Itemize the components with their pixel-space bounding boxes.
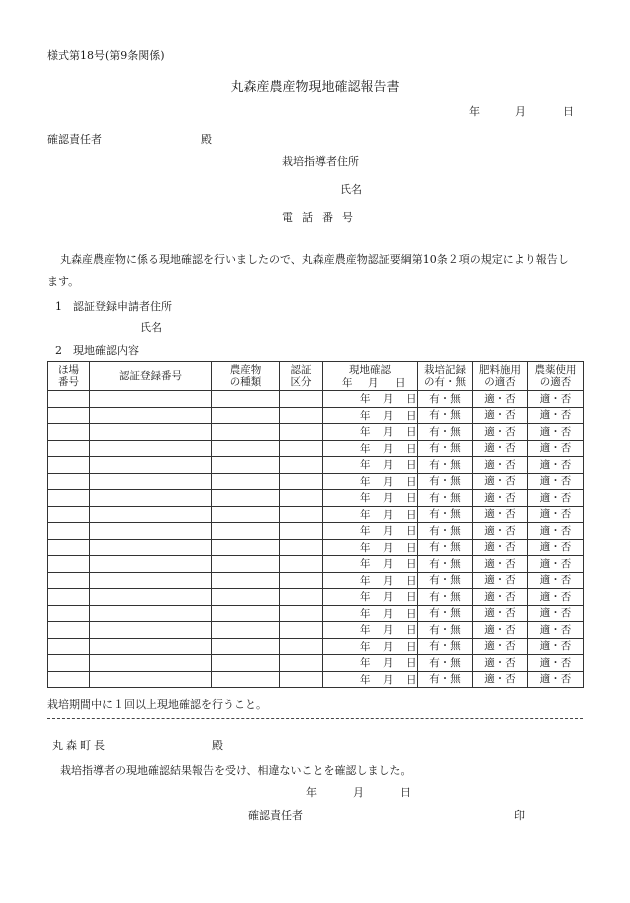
field-number-cell[interactable]: [48, 506, 90, 523]
cultivation-record-cell[interactable]: 有・無: [418, 457, 473, 474]
check-date-cell[interactable]: [323, 523, 418, 540]
crop-type-cell[interactable]: [212, 556, 280, 573]
crop-type-cell[interactable]: [212, 572, 280, 589]
field-number-cell[interactable]: [48, 638, 90, 655]
check-date-day-label: 日: [406, 624, 417, 636]
check-date-cell[interactable]: [323, 407, 418, 424]
cert-category-cell[interactable]: [280, 407, 323, 424]
table-row: [48, 622, 584, 639]
check-date-cell[interactable]: [323, 589, 418, 606]
check-date-year-label: 年: [360, 541, 371, 554]
check-date-month-label: 月: [383, 508, 394, 521]
table-row: [48, 424, 584, 441]
header-cert-number: 認証登録番号: [90, 362, 212, 391]
fertilizer-cell[interactable]: 適・否: [473, 523, 528, 540]
pesticide-cell[interactable]: 適・否: [528, 556, 584, 573]
crop-type-cell[interactable]: [212, 473, 280, 490]
check-date-day-label: 日: [406, 492, 417, 504]
check-date-month-label: 月: [383, 409, 394, 422]
field-number-cell[interactable]: [48, 556, 90, 573]
header-cert-category: 認証 区分: [280, 362, 323, 391]
cut-line-divider: [47, 718, 583, 719]
fertilizer-cell[interactable]: 適・否: [473, 622, 528, 639]
date-month-label: 月: [515, 105, 526, 118]
check-date-day-label: 日: [406, 591, 417, 603]
fertilizer-cell[interactable]: 適・否: [473, 671, 528, 688]
crop-type-cell[interactable]: [212, 490, 280, 507]
fertilizer-cell[interactable]: 適・否: [473, 391, 528, 408]
cert-number-cell[interactable]: [90, 473, 212, 490]
field-number-cell[interactable]: [48, 440, 90, 457]
check-date-year-label: 年: [360, 393, 371, 405]
field-number-cell[interactable]: [48, 424, 90, 441]
cert-number-cell[interactable]: [90, 671, 212, 688]
field-number-cell[interactable]: [48, 572, 90, 589]
header-field-number: ほ場 番号: [48, 362, 90, 391]
table-row: [48, 440, 584, 457]
cert-category-cell[interactable]: [280, 638, 323, 655]
crop-type-cell[interactable]: [212, 407, 280, 424]
pesticide-cell[interactable]: 適・否: [528, 391, 584, 408]
check-date-day-label: 日: [406, 393, 417, 405]
cultivation-record-cell[interactable]: 有・無: [418, 622, 473, 639]
field-number-cell[interactable]: [48, 539, 90, 556]
check-date-month-label: 月: [383, 591, 394, 603]
date-day-label: 日: [563, 105, 574, 118]
table-row: [48, 391, 584, 408]
fertilizer-cell[interactable]: 適・否: [473, 655, 528, 672]
cert-category-cell[interactable]: [280, 424, 323, 441]
field-number-cell[interactable]: [48, 622, 90, 639]
table-row: [48, 605, 584, 622]
check-date-year-label: 年: [360, 508, 371, 521]
check-date-day-label: 日: [406, 574, 417, 587]
check-date-year-label: 年: [360, 558, 371, 570]
check-date-day-label: 日: [406, 558, 417, 570]
check-date-cell[interactable]: [323, 424, 418, 441]
cert-number-cell[interactable]: [90, 424, 212, 441]
check-date-year-label: 年: [360, 475, 371, 488]
table-row: [48, 539, 584, 556]
field-number-cell[interactable]: [48, 473, 90, 490]
table-header-row: [48, 362, 584, 391]
crop-type-cell[interactable]: [212, 440, 280, 457]
fertilizer-cell[interactable]: 適・否: [473, 638, 528, 655]
check-date-year-label: 年: [360, 574, 371, 587]
field-number-cell[interactable]: [48, 655, 90, 672]
check-date-month-label: 月: [383, 492, 394, 504]
crop-type-cell[interactable]: [212, 655, 280, 672]
table-row: [48, 655, 584, 672]
check-date-cell[interactable]: [323, 556, 418, 573]
field-number-cell[interactable]: [48, 589, 90, 606]
table-row: [48, 572, 584, 589]
check-date-cell[interactable]: [323, 638, 418, 655]
body-paragraph: 丸森産農産物に係る現地確認を行いましたので、丸森産農産物認証要綱第10条２項の規定により報告します。: [47, 253, 569, 288]
table-row: [48, 556, 584, 573]
addressee-honorific: 殿: [201, 133, 212, 146]
section-1-label: 1 認証登録申請者住所: [55, 300, 172, 313]
crop-type-cell[interactable]: [212, 424, 280, 441]
cultivation-record-cell[interactable]: 有・無: [418, 572, 473, 589]
fertilizer-cell[interactable]: 適・否: [473, 440, 528, 457]
check-date-month-label: 月: [383, 459, 394, 471]
field-number-cell[interactable]: [48, 490, 90, 507]
pesticide-cell[interactable]: 適・否: [528, 539, 584, 556]
cert-category-cell[interactable]: [280, 572, 323, 589]
cultivation-record-cell[interactable]: 有・無: [418, 440, 473, 457]
check-date-day-label: 日: [406, 442, 417, 455]
pesticide-cell[interactable]: 適・否: [528, 506, 584, 523]
cert-number-cell[interactable]: [90, 523, 212, 540]
pesticide-cell[interactable]: 適・否: [528, 638, 584, 655]
fertilizer-cell[interactable]: 適・否: [473, 572, 528, 589]
field-number-cell[interactable]: [48, 391, 90, 408]
fertilizer-cell[interactable]: 適・否: [473, 457, 528, 474]
table-row: [48, 638, 584, 655]
check-date-cell[interactable]: [323, 572, 418, 589]
cert-number-cell[interactable]: [90, 589, 212, 606]
cultivation-record-cell[interactable]: 有・無: [418, 539, 473, 556]
fertilizer-cell[interactable]: 適・否: [473, 605, 528, 622]
cultivation-record-cell[interactable]: 有・無: [418, 638, 473, 655]
crop-type-cell[interactable]: [212, 391, 280, 408]
cultivation-record-cell[interactable]: 有・無: [418, 605, 473, 622]
check-date-day-label: 日: [406, 475, 417, 488]
fertilizer-cell[interactable]: 適・否: [473, 407, 528, 424]
header-fertilizer: 肥料施用 の適否: [473, 362, 528, 391]
cert-number-cell[interactable]: [90, 605, 212, 622]
inspection-note: 栽培期間中に１回以上現地確認を行うこと。: [47, 698, 267, 711]
field-number-cell[interactable]: [48, 523, 90, 540]
cultivation-record-cell[interactable]: 有・無: [418, 671, 473, 688]
check-date-month-label: 月: [383, 393, 394, 405]
pesticide-cell[interactable]: 適・否: [528, 605, 584, 622]
cert-category-cell[interactable]: [280, 391, 323, 408]
cultivation-record-cell[interactable]: 有・無: [418, 655, 473, 672]
section-2-label: 2 現地確認内容: [55, 344, 139, 357]
pesticide-cell[interactable]: 適・否: [528, 473, 584, 490]
fertilizer-cell[interactable]: 適・否: [473, 473, 528, 490]
pesticide-cell[interactable]: 適・否: [528, 424, 584, 441]
check-date-year-label: 年: [360, 640, 371, 653]
check-date-month-label: 月: [383, 624, 394, 636]
check-date-year-label: 年: [360, 624, 371, 636]
check-date-day-label: 日: [406, 459, 417, 471]
cert-category-cell[interactable]: [280, 523, 323, 540]
table-row: [48, 457, 584, 474]
mayor-label: 丸森町長: [52, 739, 108, 752]
check-date-month-label: 月: [383, 525, 394, 537]
cert-number-cell[interactable]: [90, 457, 212, 474]
cert-category-cell[interactable]: [280, 539, 323, 556]
pesticide-cell[interactable]: 適・否: [528, 407, 584, 424]
table-row: [48, 671, 584, 688]
check-date-cell[interactable]: [323, 490, 418, 507]
check-date-cell[interactable]: [323, 655, 418, 672]
footer-date-year-label: 年: [306, 786, 317, 799]
cultivation-record-cell[interactable]: 有・無: [418, 424, 473, 441]
table-row: [48, 589, 584, 606]
check-date-year-label: 年: [360, 492, 371, 504]
header-crop-type: 農産物 の種類: [212, 362, 280, 391]
check-date-cell[interactable]: [323, 440, 418, 457]
pesticide-cell[interactable]: 適・否: [528, 490, 584, 507]
inspection-table: [47, 361, 584, 688]
check-date-day-label: 日: [406, 525, 417, 537]
field-number-cell[interactable]: [48, 407, 90, 424]
section-1-name-label: 氏名: [140, 321, 162, 334]
field-number-cell[interactable]: [48, 671, 90, 688]
seal-mark: 印: [514, 809, 525, 822]
cert-number-cell[interactable]: [90, 506, 212, 523]
cert-number-cell[interactable]: [90, 638, 212, 655]
check-date-day-label: 日: [406, 508, 417, 521]
crop-type-cell[interactable]: [212, 671, 280, 688]
cultivation-record-cell[interactable]: 有・無: [418, 556, 473, 573]
cert-category-cell[interactable]: [280, 622, 323, 639]
table-row: [48, 490, 584, 507]
crop-type-cell[interactable]: [212, 523, 280, 540]
check-date-cell[interactable]: [323, 539, 418, 556]
date-year-label: 年: [469, 105, 480, 118]
cert-number-cell[interactable]: [90, 490, 212, 507]
cert-number-cell[interactable]: [90, 622, 212, 639]
check-date-year-label: 年: [360, 525, 371, 537]
cert-category-cell[interactable]: [280, 506, 323, 523]
field-number-cell[interactable]: [48, 605, 90, 622]
cert-category-cell[interactable]: [280, 556, 323, 573]
check-date-year-label: 年: [360, 459, 371, 471]
form-number: 様式第18号(第9条関係): [47, 49, 165, 62]
pesticide-cell[interactable]: 適・否: [528, 523, 584, 540]
cert-number-cell[interactable]: [90, 407, 212, 424]
crop-type-cell[interactable]: [212, 589, 280, 606]
check-date-month-label: 月: [383, 574, 394, 587]
check-date-month-label: 月: [383, 640, 394, 653]
cert-number-cell[interactable]: [90, 539, 212, 556]
header-cultivation-record: 栽培記録 の有・無: [418, 362, 473, 391]
mayor-honorific: 殿: [212, 739, 223, 752]
cert-category-cell[interactable]: [280, 671, 323, 688]
cert-category-cell[interactable]: [280, 490, 323, 507]
table-row: [48, 407, 584, 424]
crop-type-cell[interactable]: [212, 638, 280, 655]
cert-category-cell[interactable]: [280, 605, 323, 622]
cultivation-record-cell[interactable]: 有・無: [418, 506, 473, 523]
check-date-cell[interactable]: [323, 622, 418, 639]
crop-type-cell[interactable]: [212, 506, 280, 523]
table-row: [48, 473, 584, 490]
pesticide-cell[interactable]: 適・否: [528, 457, 584, 474]
check-date-cell[interactable]: [323, 391, 418, 408]
check-date-month-label: 月: [383, 657, 394, 669]
check-date-day-label: 日: [406, 541, 417, 554]
crop-type-cell[interactable]: [212, 622, 280, 639]
cultivation-record-cell[interactable]: 有・無: [418, 523, 473, 540]
fertilizer-cell[interactable]: 適・否: [473, 539, 528, 556]
check-date-month-label: 月: [383, 607, 394, 620]
pesticide-cell[interactable]: 適・否: [528, 622, 584, 639]
check-date-month-label: 月: [383, 558, 394, 570]
sender-name-label: 氏名: [340, 183, 362, 196]
header-pesticide: 農薬使用 の適否: [528, 362, 584, 391]
cultivation-record-cell[interactable]: 有・無: [418, 391, 473, 408]
cert-number-cell[interactable]: [90, 440, 212, 457]
sender-phone-label: 電話番号: [282, 211, 362, 224]
check-date-year-label: 年: [360, 607, 371, 620]
cert-number-cell[interactable]: [90, 655, 212, 672]
crop-type-cell[interactable]: [212, 605, 280, 622]
check-date-day-label: 日: [406, 426, 417, 438]
check-date-year-label: 年: [360, 442, 371, 455]
cert-category-cell[interactable]: [280, 440, 323, 457]
header-site-check-date: 現地確認 年 月 日: [323, 362, 418, 391]
cultivation-record-cell[interactable]: 有・無: [418, 589, 473, 606]
confirmation-text: 栽培指導者の現地確認結果報告を受け、相違ないことを確認しました。: [60, 764, 412, 777]
cert-number-cell[interactable]: [90, 391, 212, 408]
cultivation-record-cell[interactable]: 有・無: [418, 407, 473, 424]
pesticide-cell[interactable]: 適・否: [528, 589, 584, 606]
check-date-year-label: 年: [360, 591, 371, 603]
footer-date-day-label: 日: [400, 786, 411, 799]
footer-date-month-label: 月: [353, 786, 364, 799]
footer-responsible-label: 確認責任者: [248, 809, 303, 822]
pesticide-cell[interactable]: 適・否: [528, 655, 584, 672]
document-title: 丸森産農産物現地確認報告書: [230, 80, 400, 95]
check-date-day-label: 日: [406, 673, 417, 686]
table-row: [48, 506, 584, 523]
cert-category-cell[interactable]: [280, 589, 323, 606]
addressee-responsible-label: 確認責任者: [47, 133, 102, 146]
pesticide-cell[interactable]: 適・否: [528, 572, 584, 589]
sender-address-label: 栽培指導者住所: [282, 155, 359, 168]
check-date-month-label: 月: [383, 475, 394, 488]
check-date-day-label: 日: [406, 640, 417, 653]
fertilizer-cell[interactable]: 適・否: [473, 490, 528, 507]
cert-category-cell[interactable]: [280, 457, 323, 474]
cultivation-record-cell[interactable]: 有・無: [418, 473, 473, 490]
fertilizer-cell[interactable]: 適・否: [473, 424, 528, 441]
check-date-month-label: 月: [383, 541, 394, 554]
cert-number-cell[interactable]: [90, 572, 212, 589]
fertilizer-cell[interactable]: 適・否: [473, 506, 528, 523]
check-date-day-label: 日: [406, 409, 417, 422]
check-date-year-label: 年: [360, 673, 371, 686]
check-date-day-label: 日: [406, 657, 417, 669]
check-date-year-label: 年: [360, 657, 371, 669]
check-date-cell[interactable]: [323, 457, 418, 474]
check-date-cell[interactable]: [323, 671, 418, 688]
crop-type-cell[interactable]: [212, 539, 280, 556]
check-date-cell[interactable]: [323, 473, 418, 490]
crop-type-cell[interactable]: [212, 457, 280, 474]
check-date-cell[interactable]: [323, 605, 418, 622]
check-date-day-label: 日: [406, 607, 417, 620]
cert-number-cell[interactable]: [90, 556, 212, 573]
check-date-year-label: 年: [360, 409, 371, 422]
check-date-month-label: 月: [383, 426, 394, 438]
check-date-year-label: 年: [360, 426, 371, 438]
cultivation-record-cell[interactable]: 有・無: [418, 490, 473, 507]
check-date-cell[interactable]: [323, 506, 418, 523]
pesticide-cell[interactable]: 適・否: [528, 671, 584, 688]
fertilizer-cell[interactable]: 適・否: [473, 589, 528, 606]
field-number-cell[interactable]: [48, 457, 90, 474]
fertilizer-cell[interactable]: 適・否: [473, 556, 528, 573]
cert-category-cell[interactable]: [280, 473, 323, 490]
pesticide-cell[interactable]: 適・否: [528, 440, 584, 457]
table-row: [48, 523, 584, 540]
check-date-month-label: 月: [383, 442, 394, 455]
cert-category-cell[interactable]: [280, 655, 323, 672]
check-date-month-label: 月: [383, 673, 394, 686]
